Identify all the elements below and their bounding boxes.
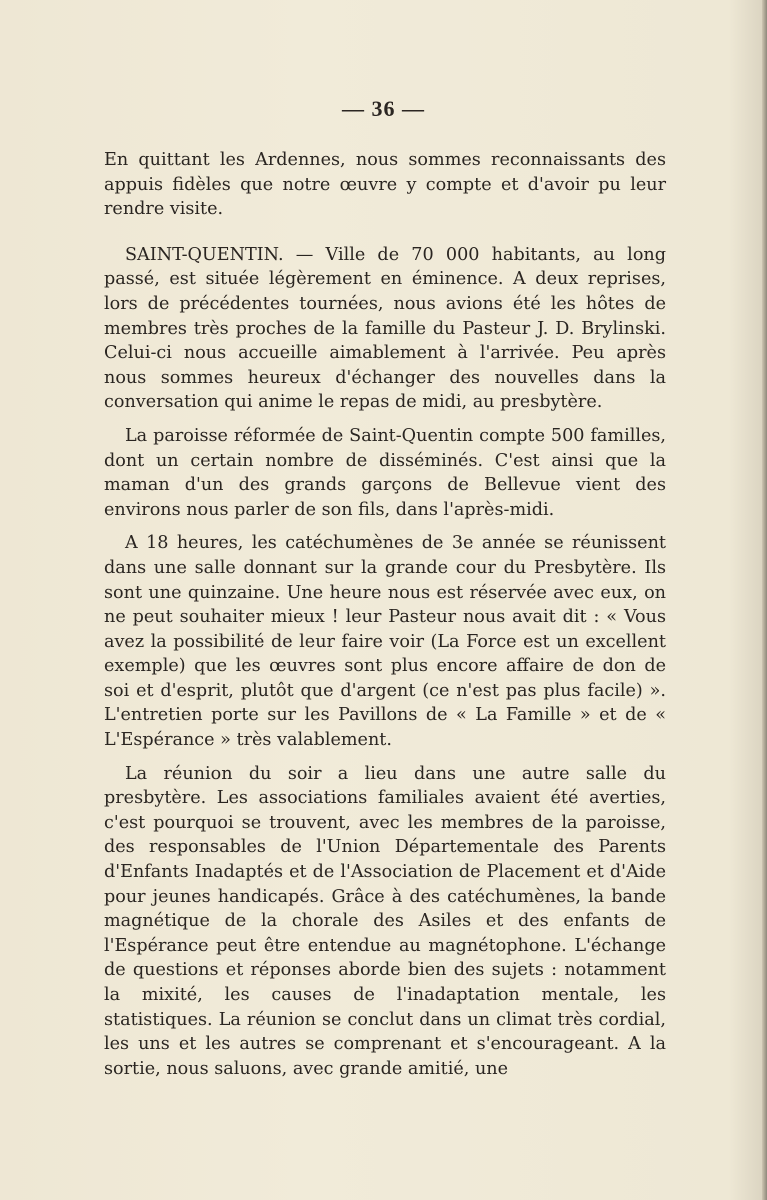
paragraph-catechumenes: A 18 heures, les catéchumènes de 3e année se réunissent dans une salle donnant sur la grande cour du Presbytère. Ils sont une quinzaine. Une heure nous est réservée avec eux, on ne peut souhaiter mieux ! leur Pasteur nous avait dit : « Vous avez la possibilité de leur faire voir (La Force est un excellent exemple) que les œuvres sont plus encore affaire de don de soi et d'esprit, plutôt que d'argent (ce n'est pas plus facile) ». L'entretien porte sur les Pavillons de « La Famille » et de « L'Espérance » très valablement. (104, 533, 666, 751)
body-text (104, 148, 666, 1081)
paragraph-reunion-soir: La réunion du soir a lieu dans une autre salle du presbytère. Les associations familiales avaient été averties, c'est pourquoi se trouvent, avec les membres de la paroisse, des responsables de l'Union Départementale des Parents d'Enfants Inadaptés et de l'Association de Placement et d'Aide pour jeunes handicapés. Grâce à des catéchumènes, la bande magnétique de la chorale des Asiles et des enfants de l'Espérance peut être entendue au magnétophone. L'échange de questions et réponses aborde bien des sujets : notamment la mixité, les causes de l'inadaptation mentale, les statistiques. La réunion se conclut dans un climat très cordial, les uns et les autres se comprenant et s'encourageant. A la sortie, nous saluons, avec grande amitié, une (104, 763, 666, 1079)
page-edge (762, 0, 767, 1200)
paragraph-ardennes: En quittant les Ardennes, nous sommes reconnaissants des appuis fidèles que notre œuvre y compte et d'avoir pu leur rendre visite. (104, 150, 666, 220)
page-number: — 36 — (342, 96, 425, 121)
paragraph-saint-quentin: SAINT-QUENTIN. — Ville de 70 000 habitants, au long passé, est située légèrement en éminence. A deux reprises, lors de précédentes tournées, nous avions été les hôtes de membres très proches de la famille du Pasteur J. D. Brylinski. Celui-ci nous accueille aimablement à l'arrivée. Peu après nous sommes heureux d'échanger des nouvelles dans la conversation qui anime le repas de midi, au presbytère. (104, 244, 666, 413)
paragraph-paroisse: La paroisse réformée de Saint-Quentin compte 500 familles, dont un certain nombre de disséminés. C'est ainsi que la maman d'un des grands garçons de Bellevue vient des environs nous parler de son fils, dans l'après-midi. (104, 425, 666, 520)
